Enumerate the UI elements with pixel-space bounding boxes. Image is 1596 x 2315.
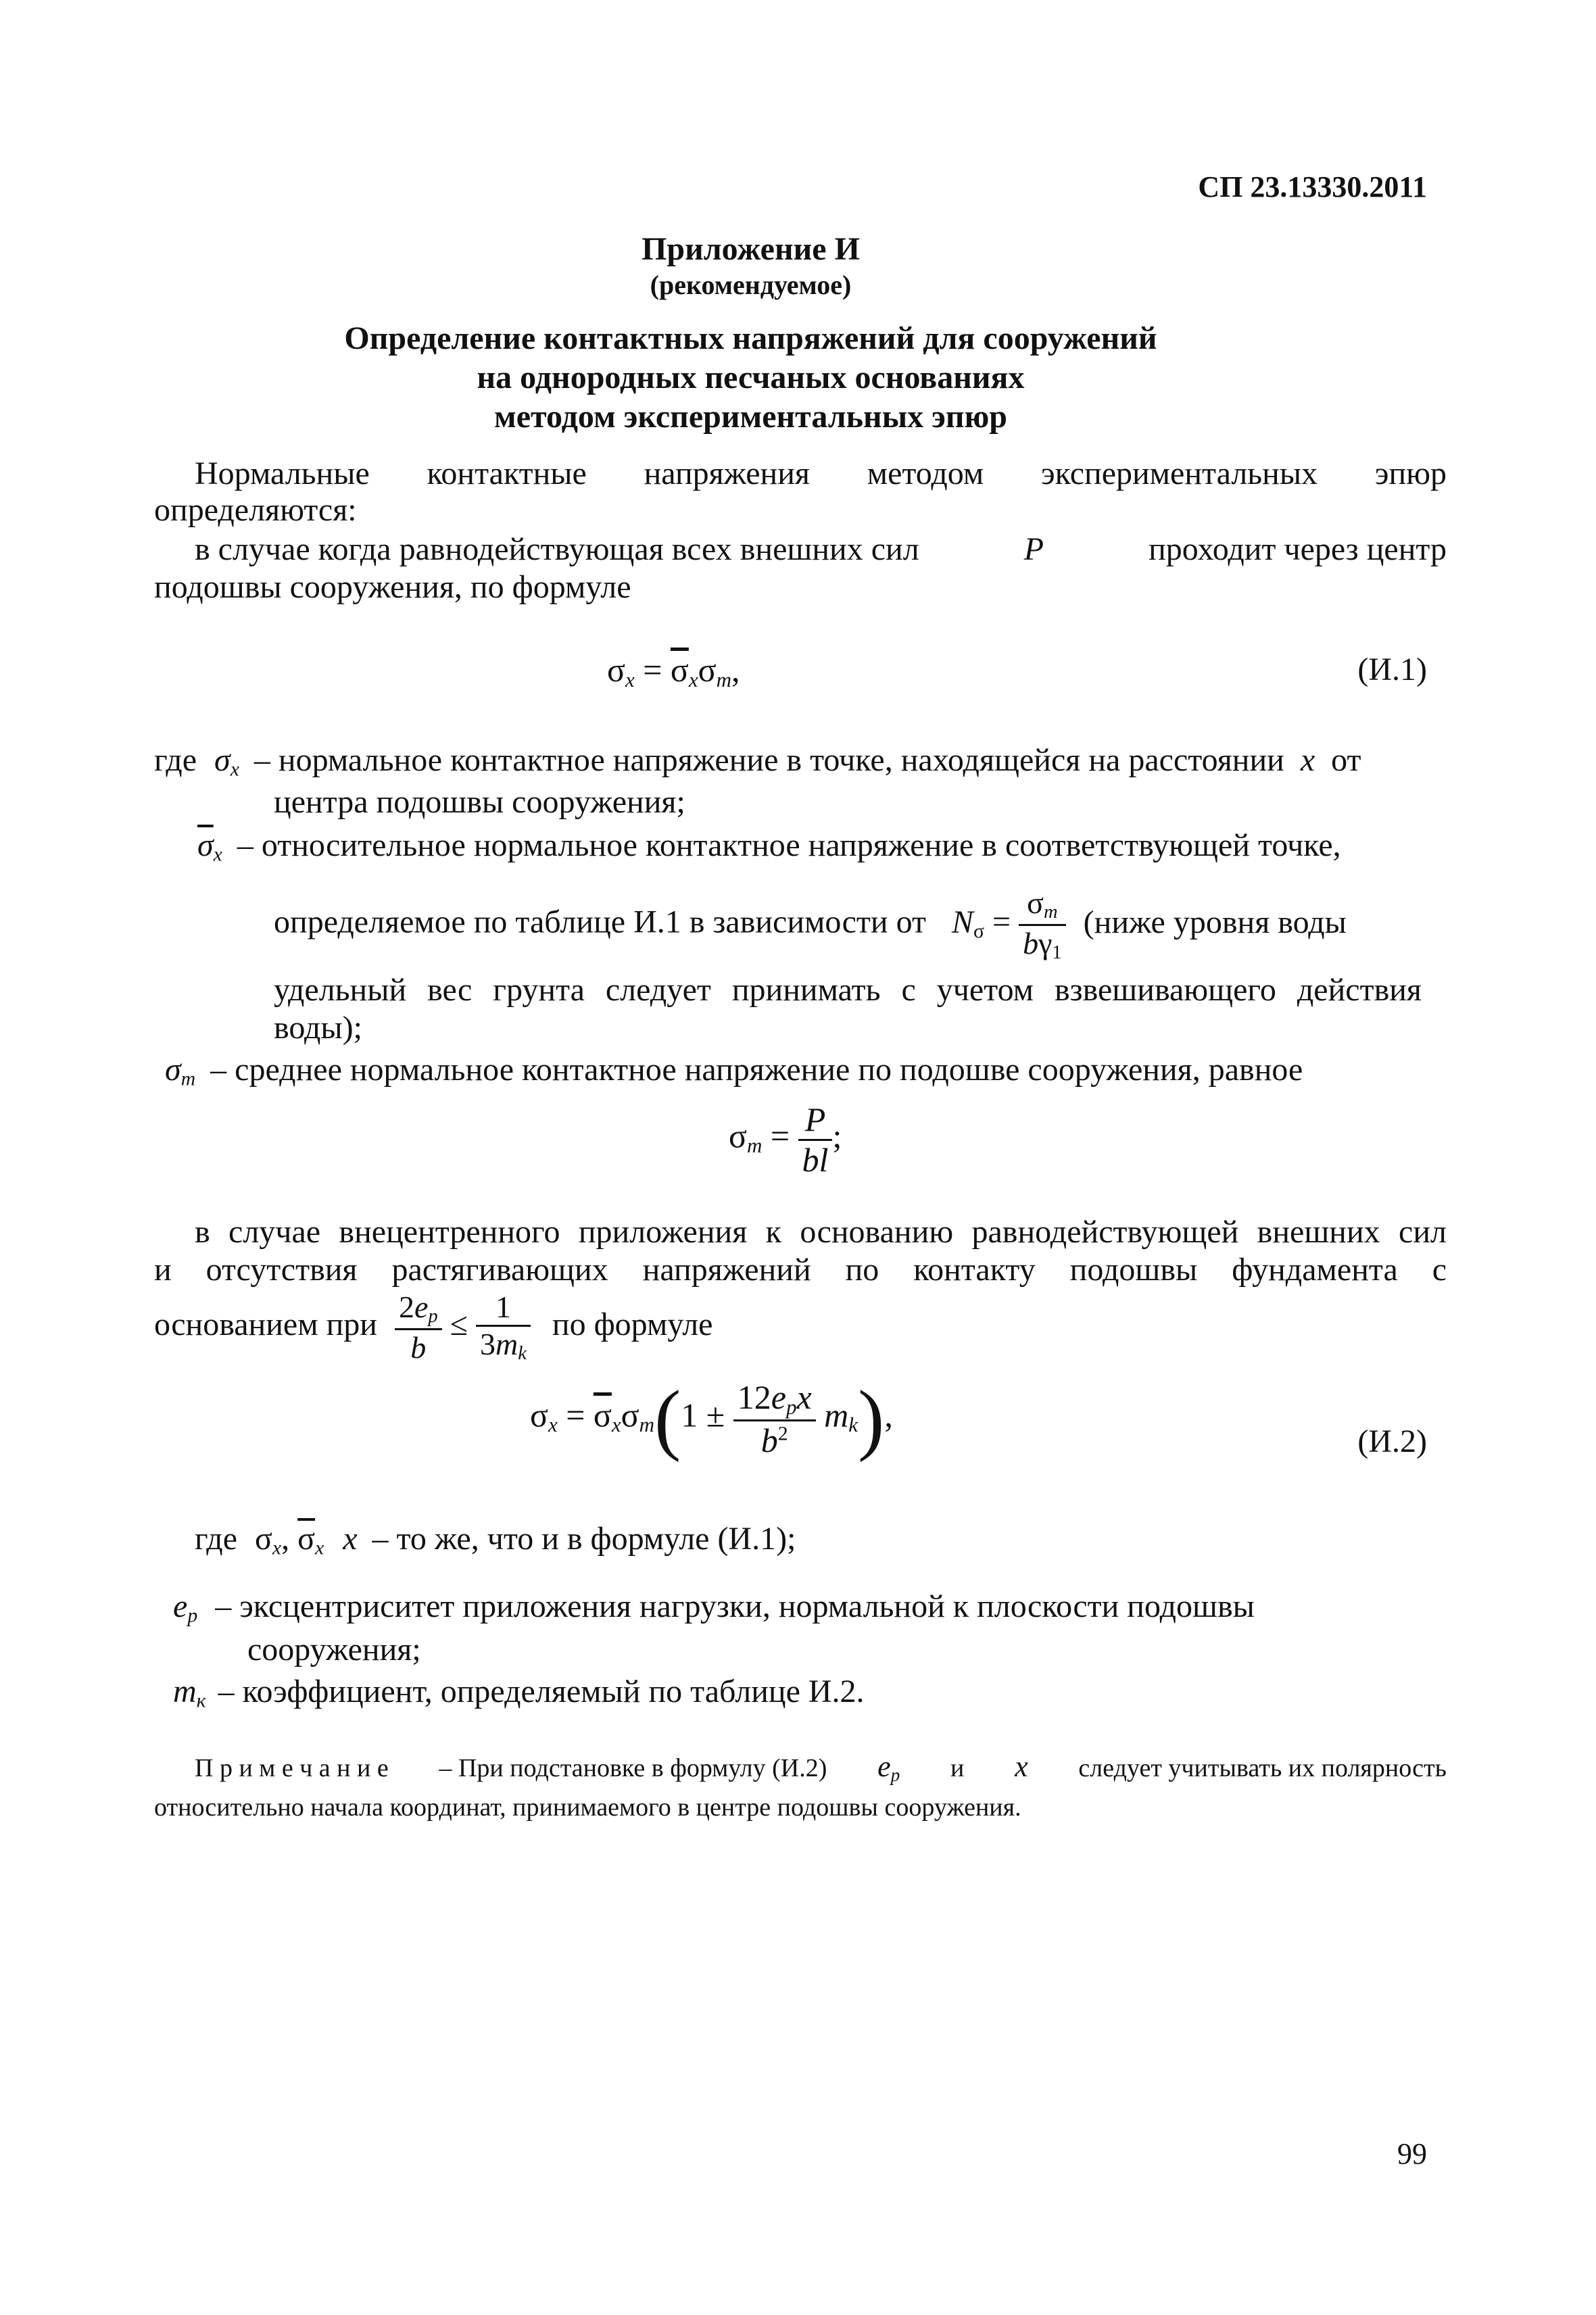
def-text: определяемое по таблице И.1 в зависимости от	[274, 904, 926, 940]
case2-line-2: и отсутствия растягивающих напряжений по контакту подошвы фундамента с	[154, 1252, 1447, 1288]
note-label: П р и м е ч а н и е	[195, 1754, 389, 1782]
note-line-2: относительно начала координат, принимаемого в центре подошвы сооружения.	[154, 1793, 1021, 1822]
def-relative-line-2: определяемое по таблице И.1 в зависимости от $N_\sigma$ = $\frac{\sigma_m}{b\gamma_1}$ (ниже уровня воды	[274, 885, 1347, 964]
case1-text: в случае когда равнодействующая всех внешних сил	[195, 531, 919, 567]
case2-line-3: основанием при $\frac{2e_p}{b}$ ≤ $\frac{1}{3m_k}$ по формуле	[154, 1290, 713, 1365]
def-relative-line-3: удельный вес грунта следует принимать с учетом взвешивающего действия	[274, 972, 1422, 1008]
symbol-sigma-bar-x: $\overline{\sigma}$	[197, 827, 214, 863]
def-relative-line-4: воды);	[274, 1010, 362, 1046]
def-sigma-x-line-2: центра подошвы сооружения;	[274, 784, 685, 820]
intro-word: Нормальные	[195, 456, 370, 491]
intro-word: контактные	[427, 456, 587, 491]
symbol-ep: $e_p$	[173, 1588, 198, 1627]
def-ep	[173, 1587, 1255, 1635]
def-text: от	[1331, 742, 1361, 778]
intro-word: экспериментальных	[1040, 456, 1318, 491]
symbol-mk: $m_к$	[173, 1674, 206, 1712]
fraction-12epx-b2: $\frac{12e_px}{b^2}$	[733, 1380, 816, 1459]
def-text: – среднее нормальное контактное напряжение по подошве сооружения, равное	[210, 1052, 1303, 1088]
case1-text: проходит через центр	[1148, 531, 1447, 567]
def-relative-sigma: $\overline{\sigma}_x$ – относительное нормальное контактное напряжение в соответствующей точке,	[197, 827, 1341, 866]
intro-word: эпюр	[1374, 456, 1447, 491]
heading-line-3: методом экспериментальных эпюр	[494, 399, 1007, 435]
case2-line-1: в случае внецентренного приложения к основанию равнодействующей внешних сил	[195, 1214, 1447, 1250]
note-text: следует учитывать их полярность	[1078, 1754, 1447, 1782]
document-code: СП 23.13330.2011	[1198, 170, 1427, 203]
var-x: x	[1300, 742, 1315, 778]
intro-word: напряжения	[644, 456, 810, 491]
def-text: – нормальное контактное напряжение в точке, находящейся на расстоянии	[253, 742, 1284, 778]
intro-line-2: определяются:	[154, 492, 357, 528]
formula-sigma-m: $\sigma_m$ = $\frac{P}{bl}$ ;	[729, 1100, 842, 1179]
intro-word: методом	[867, 456, 984, 491]
var-P: P	[1023, 531, 1044, 567]
def-sigma-x	[154, 741, 1361, 789]
case1-line-1	[195, 530, 1447, 569]
formula-2-number: (И.2)	[1357, 1423, 1427, 1459]
symbol-N-sigma: N	[951, 904, 973, 940]
def-sigma-m	[165, 1050, 1303, 1098]
def-text: – относительное нормальное контактное напряжение в соответствующей точке,	[237, 827, 1341, 863]
fraction-2ep-b: $\frac{2e_p}{b}$	[395, 1291, 442, 1364]
case1-line-2: подошвы сооружения, по формуле	[154, 569, 631, 605]
intro-line-1	[195, 454, 1447, 493]
symbol-ep: $e_p$	[877, 1750, 900, 1785]
def-text: – эксцентриситет приложения нагрузки, нормальной к плоскости подошвы	[215, 1588, 1255, 1624]
note-line-1	[195, 1751, 1447, 1791]
def2-where: где $\sigma_x$, $\overline{\sigma}_x$ x – то же, что и в формуле (И.1);	[195, 1521, 796, 1559]
appendix-status: (рекомендуемое)	[650, 270, 852, 300]
def-mk	[173, 1672, 865, 1720]
case2-text: основанием при	[154, 1307, 377, 1343]
note-text: – При подстановке в формулу (И.2)	[439, 1754, 827, 1782]
def-text: – то же, что и в формуле (И.1);	[372, 1521, 796, 1557]
symbol-sigma-x: $\sigma_x$	[214, 742, 239, 781]
where-label: где	[154, 742, 197, 778]
appendix-title: Приложение И	[642, 231, 860, 267]
formula-1-number: (И.1)	[1357, 652, 1427, 687]
case2-text: по формуле	[552, 1307, 713, 1343]
heading-line-2: на однородных песчаных основаниях	[477, 360, 1025, 395]
formula-1: $\sigma_x = \overline{\sigma}_x\sigma_m$,	[607, 651, 740, 691]
fraction-sigma-m-b-gamma: $\frac{\sigma_m}{b\gamma_1}$	[1019, 887, 1066, 963]
var-x: x	[1015, 1750, 1028, 1783]
page-number: 99	[1397, 2137, 1427, 2170]
heading-line-1: Определение контактных напряжений для сооружений	[344, 320, 1157, 356]
def-text: – коэффициент, определяемый по таблице И.2.	[218, 1674, 865, 1709]
formula-2: $\sigma_x = \overline{\sigma}_x\sigma_m(1$ ± $\frac{12e_px}{b^2}$ $m_k$),	[530, 1374, 893, 1463]
def-text: (ниже уровня воды	[1083, 904, 1347, 940]
fraction-1-3mk: $\frac{1}{3m_k}$	[476, 1291, 531, 1364]
def-ep-line-2: сооружения;	[247, 1632, 421, 1667]
fraction-P-bl: $\frac{P}{bl}$	[798, 1102, 833, 1177]
symbol-sigma-m: $\sigma_m$	[165, 1052, 196, 1090]
where-label: где	[195, 1521, 238, 1557]
note-text: и	[950, 1754, 965, 1782]
